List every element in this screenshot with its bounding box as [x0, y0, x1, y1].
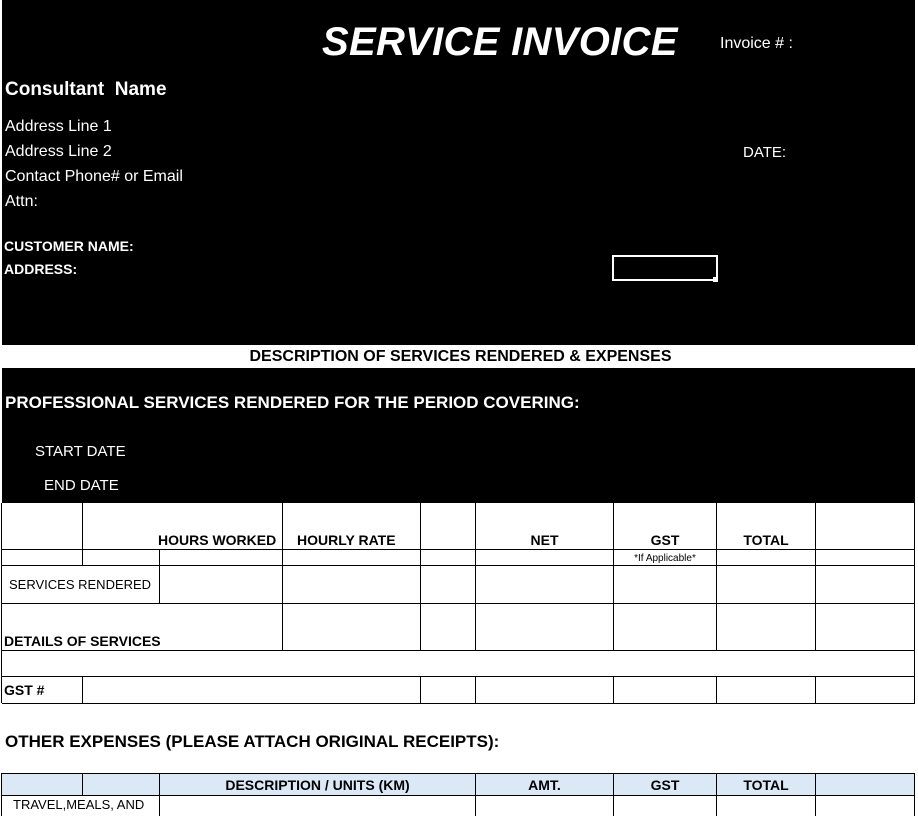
attn-label: Attn: — [5, 193, 38, 210]
cell-fill-handle[interactable] — [713, 277, 718, 282]
start-date-label: START DATE — [35, 443, 126, 460]
period-heading: PROFESSIONAL SERVICES RENDERED FOR THE PERIOD COVERING: — [5, 393, 580, 412]
selected-cell[interactable] — [612, 255, 718, 281]
col-hourly-rate: HOURLY RATE — [297, 532, 396, 548]
row-details-of-services: DETAILS OF SERVICES — [4, 633, 161, 649]
description-banner: DESCRIPTION OF SERVICES RENDERED & EXPENSES — [249, 348, 672, 365]
other-expenses-heading: OTHER EXPENSES (PLEASE ATTACH ORIGINAL RECEIPTS): — [5, 732, 500, 751]
col-hours-worked: HOURS WORKED — [158, 532, 277, 548]
consultant-name: Consultant Name — [5, 79, 167, 100]
period-block — [2, 368, 915, 503]
gst-applicable-note: *If Applicable* — [634, 553, 696, 564]
row-services-rendered: SERVICES RENDERED — [9, 577, 152, 592]
col-description-units: DESCRIPTION / UNITS (KM) — [225, 777, 410, 793]
col-total: TOTAL — [743, 532, 789, 548]
col-amt: AMT. — [528, 777, 561, 793]
address-line-1: Address Line 1 — [5, 118, 112, 135]
contact-info: Contact Phone# or Email — [5, 168, 183, 185]
col-expense-gst: GST — [650, 777, 680, 793]
invoice-number-label: Invoice # : — [720, 35, 793, 52]
col-net: NET — [530, 532, 559, 548]
col-expense-total: TOTAL — [743, 777, 789, 793]
row-gst-number: GST # — [4, 682, 45, 698]
date-label: DATE: — [743, 144, 787, 161]
invoice-title: SERVICE INVOICE — [322, 20, 678, 64]
end-date-label: END DATE — [44, 477, 119, 494]
customer-name-label: CUSTOMER NAME: — [4, 238, 134, 254]
customer-address-label: ADDRESS: — [4, 261, 78, 277]
col-gst: GST — [650, 532, 680, 548]
address-line-2: Address Line 2 — [5, 143, 112, 160]
row-travel-meals: TRAVEL,MEALS, AND — [13, 797, 145, 812]
